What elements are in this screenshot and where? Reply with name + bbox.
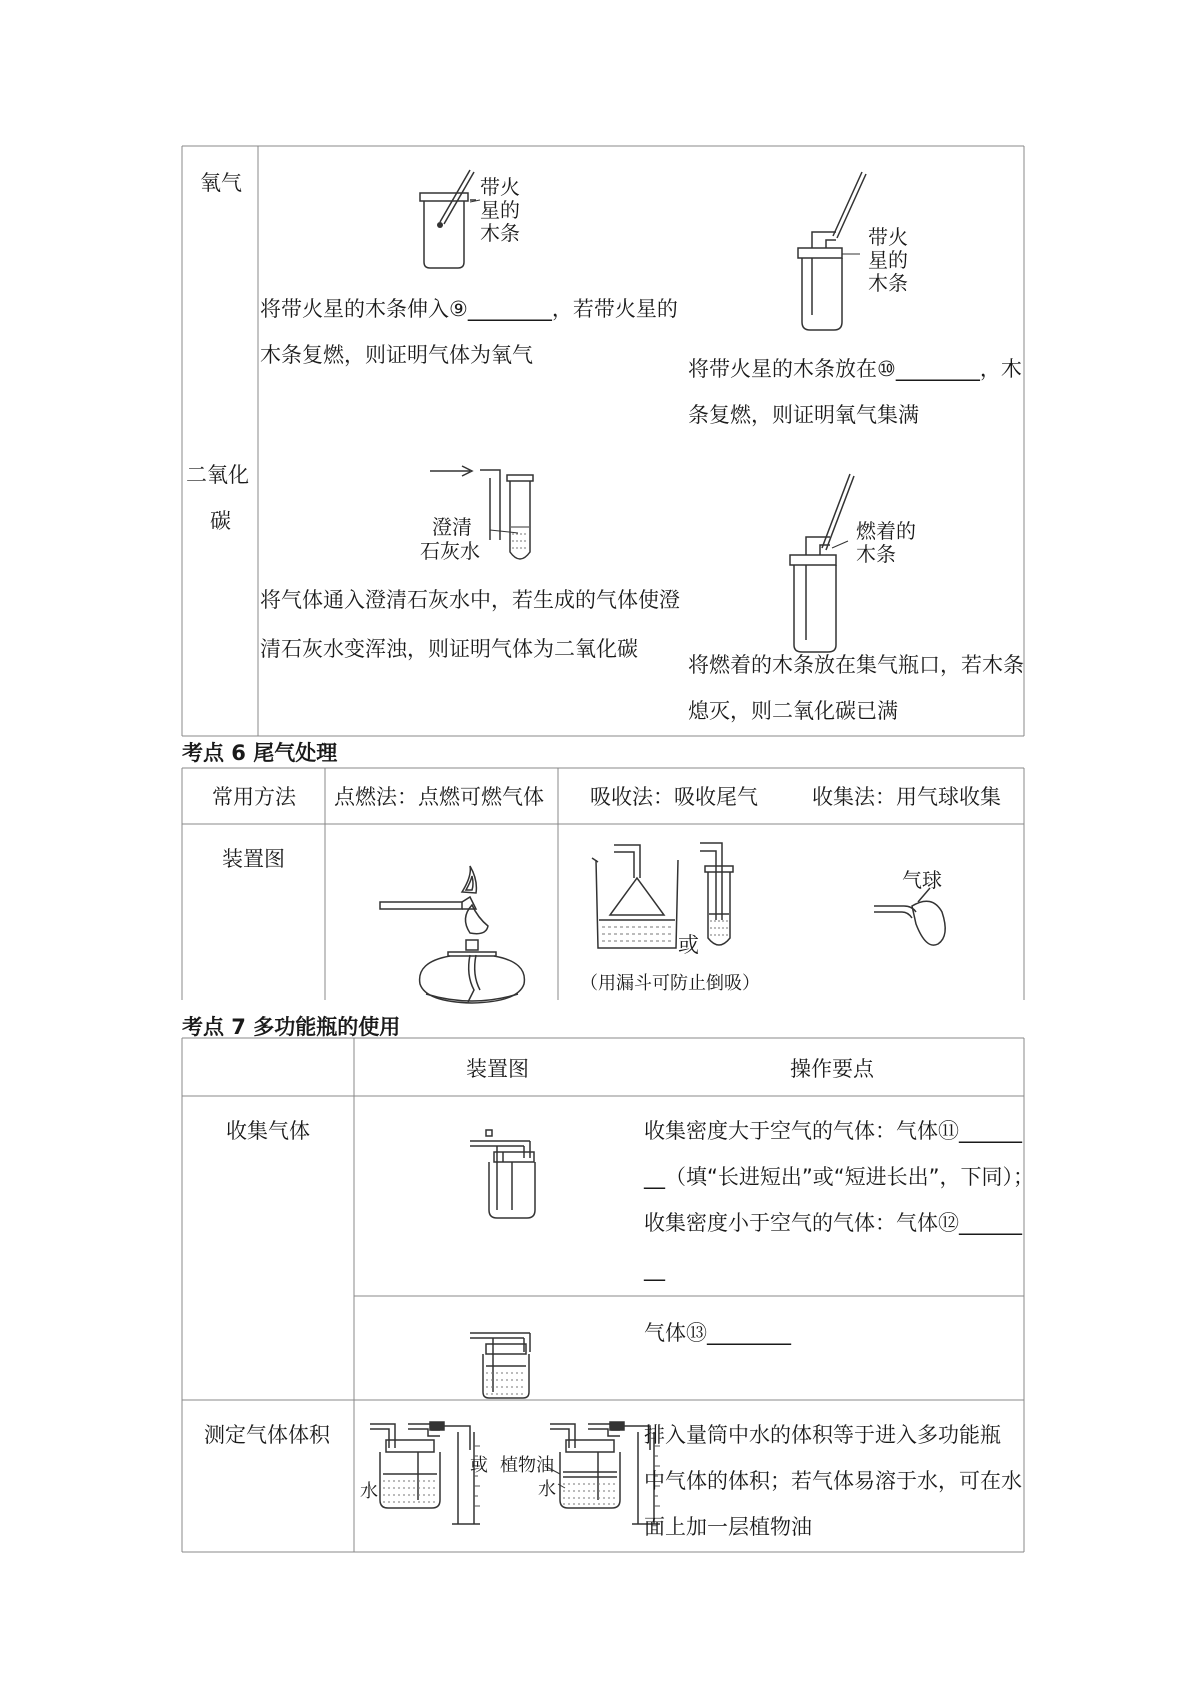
co2-device1-label-1: 澄清 [432, 515, 472, 539]
measure-line2: 中气体的体积；若气体易溶于水，可在水 [644, 1469, 1022, 1493]
splint-glow-icon [437, 222, 443, 228]
oxygen-full-bottle [798, 172, 866, 330]
collect-line3: 收集密度小于空气的气体：气体⑫______ [644, 1211, 1022, 1235]
absorb-beaker [592, 845, 678, 948]
section6-title: 考点 6 尾气处理 [182, 741, 338, 765]
oxygen-row-label: 氧气 [200, 171, 242, 195]
tailgas-funnel-note: （用漏斗可防止倒吸） [580, 973, 760, 994]
oxygen-full-line1: 将带火星的木条放在⑩________，木 [688, 357, 1022, 381]
oxygen-test-bottle [420, 170, 476, 268]
measure-or: 或 [470, 1455, 488, 1476]
tailgas-header-collect: 收集法：用气球收集 [812, 785, 1001, 809]
measure-device-b-water [563, 1484, 617, 1504]
measure-oil-label: 植物油 [500, 1455, 554, 1476]
drain-bottle [470, 1333, 530, 1398]
drain-bottle-water [486, 1373, 526, 1394]
tailgas-row-label: 装置图 [222, 847, 285, 871]
co2-limewater-liquid [511, 527, 529, 548]
measure-water-label-a: 水 [360, 1481, 378, 1502]
oxygen-method-line1: 将带火星的木条伸入⑨________，若带火星的 [260, 297, 678, 321]
tailgas-header-absorb: 吸收法：吸收尾气 [590, 785, 758, 809]
co2-row-label-2: 碳 [210, 509, 231, 533]
co2-method-line2: 清石灰水变浑浊，则证明气体为二氧化碳 [260, 637, 638, 661]
absorb-tube-liquid [710, 921, 728, 935]
bottle-header-points: 操作要点 [790, 1057, 874, 1081]
co2-device1-label-2: 石灰水 [420, 539, 480, 563]
balloon-device [874, 888, 945, 945]
collect-line4: __ [644, 1257, 665, 1281]
measure-volume-label: 测定气体体积 [204, 1423, 330, 1447]
collect-gas-label: 收集气体 [226, 1119, 310, 1143]
alcohol-lamp [380, 866, 524, 1003]
measure-device-a [370, 1422, 480, 1524]
measure-line1: 排入量筒中水的体积等于进入多功能瓶 [644, 1423, 1001, 1447]
oxygen-method-line2: 木条复燃，则证明气体为氧气 [260, 343, 533, 367]
measure-line3: 面上加一层植物油 [644, 1515, 812, 1539]
measure-device-a-water [383, 1481, 437, 1502]
absorb-tube [700, 843, 733, 945]
oxygen-device2-label: 带火星的木条 [868, 225, 908, 295]
oxygen-full-line2: 条复燃，则证明氧气集满 [688, 403, 919, 427]
co2-row-label-1: 二氧化 [186, 463, 249, 487]
collect-line1: 收集密度大于空气的气体：气体⑪______ [644, 1119, 1022, 1143]
drain-text: 气体⑬________ [644, 1321, 791, 1345]
co2-full-line1: 将燃着的木条放在集气瓶口，若木条 [688, 653, 1024, 677]
oxygen-device1-label: 带火星的木条 [480, 175, 520, 245]
co2-full-line2: 熄灭，则二氧化碳已满 [688, 699, 898, 723]
co2-full-bottle [790, 474, 854, 652]
absorb-beaker-liquid [602, 927, 672, 941]
co2-method-line1: 将气体通入澄清石灰水中，若生成的气体使澄 [260, 588, 680, 612]
collect-line2: __（填“长进短出”或“短进长出”，下同）； [644, 1165, 1035, 1189]
bottle-header-device: 装置图 [466, 1057, 529, 1081]
co2-device2-label: 燃着的木条 [856, 519, 916, 566]
balloon-label: 气球 [902, 868, 942, 892]
section7-title: 考点 7 多功能瓶的使用 [182, 1015, 401, 1039]
tailgas-header-ignite: 点燃法：点燃可燃气体 [334, 785, 544, 809]
collect-bottle [470, 1130, 535, 1218]
tailgas-header-method: 常用方法 [212, 785, 296, 809]
measure-water-label-b: 水 [538, 1479, 556, 1500]
tailgas-or: 或 [678, 933, 699, 957]
